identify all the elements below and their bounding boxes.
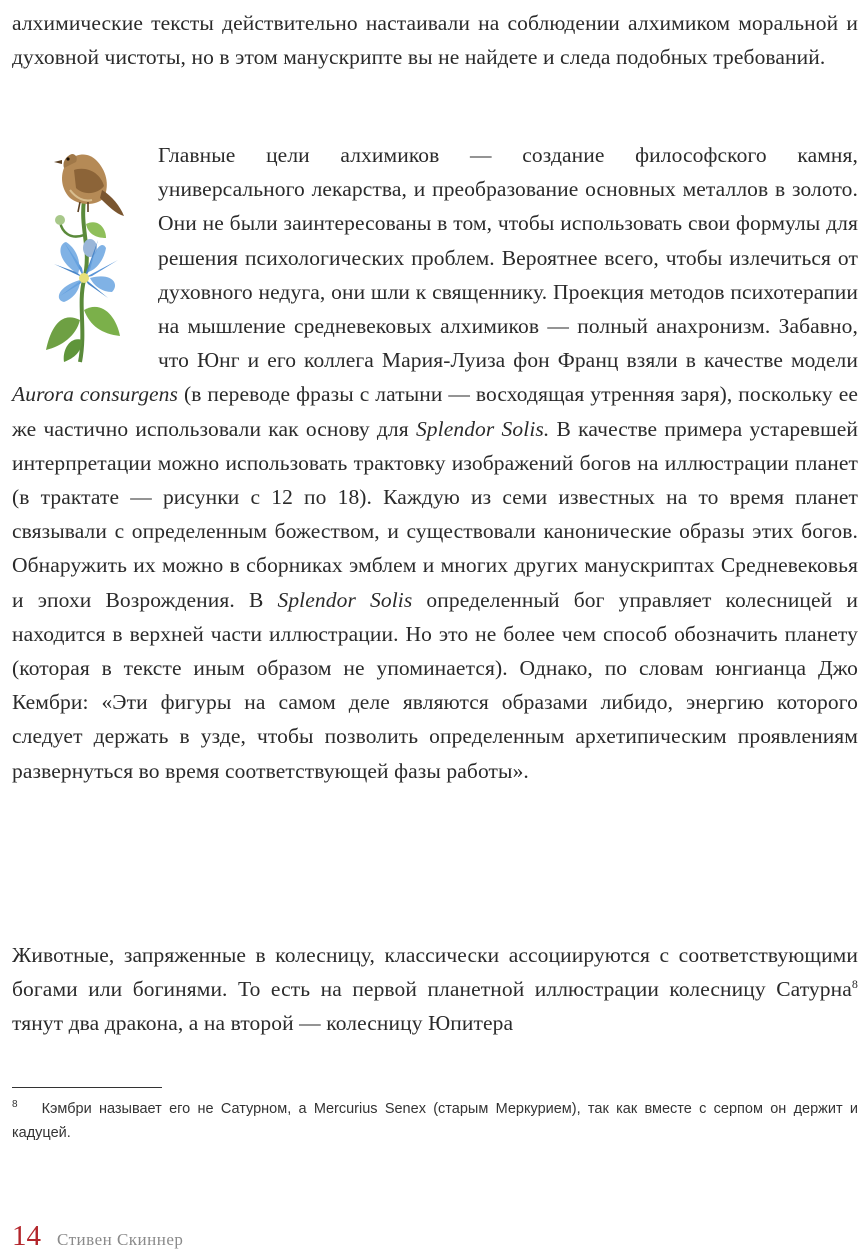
footnote-divider — [12, 1087, 162, 1088]
paragraph-2 — [12, 138, 858, 788]
paragraph-3-part-b: тянут два дракона, а на второй — колесницу Юпитера — [12, 1011, 514, 1036]
page-number: 14 — [12, 1220, 41, 1252]
footnote — [12, 1097, 858, 1145]
aurora-consurgens-title: Aurora consurgens — [12, 382, 178, 407]
paragraph-1 — [12, 6, 858, 74]
paragraph-2-part-b: (в переводе фразы с латыни — восходящая утренняя заря), поскольку ее же частично использовали как основу для — [12, 382, 858, 441]
paragraph-2-part-c: В качестве примера устаревшей интерпретации можно использовать трактовку изображений богов на иллюстрации планет (в трактате — рисунки с 12 по 18). Каждую из семи известных на то время планет связывали с определенным божеством, и существовали канонические образы этих богов. Обнаружить их можно в сборниках эмблем и многих других манускриптах Средневековья и эпохи Возрождения. В — [12, 416, 858, 612]
paragraph-3 — [12, 938, 858, 1041]
splendor-solis-title-1: Splendor Solis. — [415, 416, 550, 441]
running-footer-author: Стивен Скиннер — [57, 1230, 184, 1249]
paragraph-2-part-a: Главные цели алхимиков — создание философского камня, универсального лекарства, и преобразование основных металлов в золото. Они не были заинтересованы в том, чтобы использовать свои формулы для решения психологических проблем. Вероятнее всего, чтобы излечиться от духовного недуга, они шли к священнику. Проекция методов психотерапии на мышление средневековых алхимиков — полный анахронизм. Забавно, что Юнг и его коллега Мария-Луиза фон Франц взяли в качестве модели — [158, 143, 858, 373]
paragraph-3-part-a: Животные, запряженные в колесницу, классически ассоциируются с соответствующими богами или богинями. То есть на первой планетной иллюстрации колесницу Сатурна — [12, 943, 858, 1002]
footnote-ref[interactable]: 8 — [851, 977, 858, 992]
paragraph-2-part-d: определенный бог управляет колесницей и находится в верхней части иллюстрации. Но это не более чем способ обозначить планету (которая в тексте иным образом не упоминается). Однако, по словам юнгианца Джо Кембри: «Эти фигуры на самом деле являются образами либидо, энергию которого следует держать в узде, чтобы позволить определенным архетипическим проявлениям развернуться во время соответствующей фазы работы». — [12, 587, 858, 783]
footnote-number: 8 — [12, 1099, 18, 1111]
splendor-solis-title-2: Splendor Solis — [277, 587, 413, 612]
paragraph-3-text — [12, 938, 858, 1041]
bird-on-flower-icon — [40, 140, 126, 364]
footnote-text: Кэмбри называет его не Сатурном, а Mercurius Senex (старым Меркурием), так как вместе с серпом он держит и кадуцей. — [12, 1101, 858, 1141]
page-footer — [12, 1220, 183, 1260]
paragraph-1-text: алхимические тексты действительно настаивали на соблюдении алхимиком моральной и духовной чистоты, но в этом манускрипте вы не найдете и следа подобных требований. — [12, 11, 858, 70]
